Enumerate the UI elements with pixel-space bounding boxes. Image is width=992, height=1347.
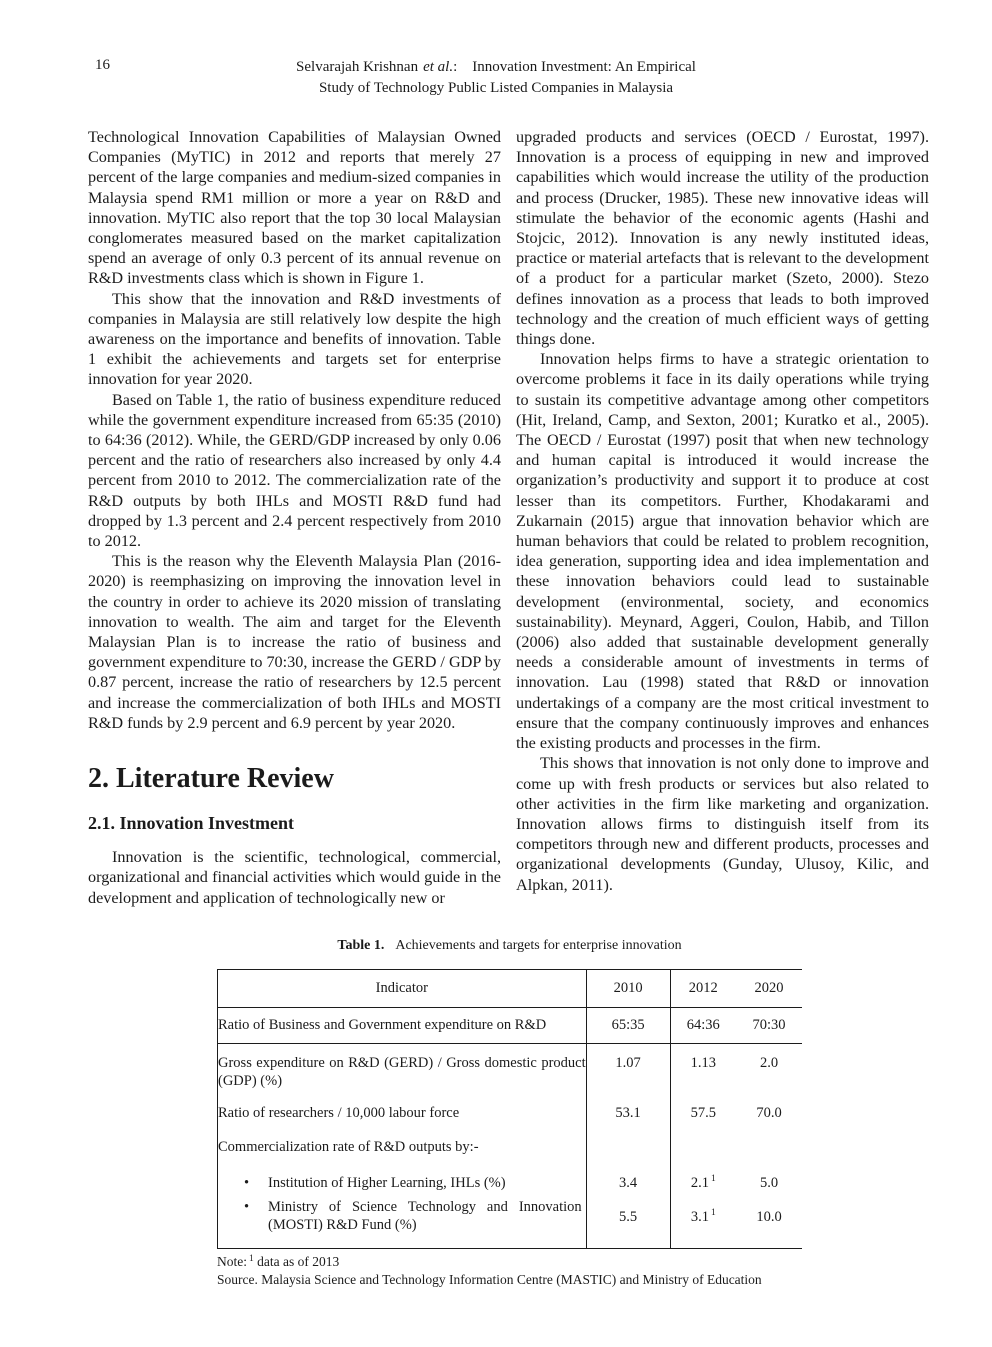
table-value-cell: 65:35	[586, 1008, 670, 1044]
paragraph: Technological Innovation Capabilities of Malaysian Owned Companies (MyTIC) in 2012 and reports that merely 27 percent of the large companies and medium-sized companies in Malaysia spend RM1 million or more a year on R&D and innovation. MyTIC also report that the top 30 local Malaysian conglomerates measured based on the market capitalization spend an average of only 0.3 percent of its annual revenue on R&D investments class which is shown in Figure 1.	[88, 128, 501, 288]
running-head-colon: :	[453, 59, 458, 75]
table-caption	[217, 938, 802, 954]
table-caption-text: Achievements and targets for enterprise innovation	[395, 938, 682, 953]
table-value-cell: 57.5	[690, 1105, 716, 1121]
note-footnote-marker: 1	[249, 1253, 254, 1264]
table-caption-label: Table 1.	[337, 938, 385, 953]
table-value: 3.1	[690, 1209, 709, 1225]
table-value-cell: 3.4	[586, 1172, 670, 1196]
section-heading-literature-review: 2. Literature Review	[88, 763, 334, 795]
table-section	[217, 938, 802, 1288]
table-value-cell: 70:30	[736, 1008, 802, 1044]
table-row	[218, 1196, 803, 1249]
table-row	[218, 1172, 803, 1196]
bullet-icon: •	[244, 1199, 250, 1215]
running-head-line2: Study of Technology Public Listed Companies in Malaysia	[318, 79, 674, 96]
table-value-cell: 10.0	[756, 1209, 782, 1225]
table-value-cell	[670, 1172, 736, 1196]
table-value-cell	[736, 1132, 802, 1172]
page-number: 16	[95, 57, 110, 73]
paragraph: Innovation helps firms to have a strategic orientation to overcome problems it face in its daily operations while trying to sustain its competitive advantage among other competitors (Hit, Ireland, Camp, and Sexton, 2001; Kuratko et al., 2005). The OECD / Eurostat (1997) posit that when new technology and human capital is introduced it would increase the organization’s productivity and support it to produce at cost lesser than its competitors. Further, Khodakarami and Zukarnain (2015) argue that innovation behavior which are human behaviors that could be related to problem recognition, idea generation, supporting idea and idea implementation and these innovation behaviors could lead to sustainable development (environmental, society, and economics sustainability). Meynard, Aggeri, Coulon, Habib, and Tillon (2006) also added that sustainable development generally needs a considerable amount of investments in terms of innovation. Lau (1998) stated that R&D or innovation undertakings of a company are the most critical investment to ensure that the company continuously improves and enhances the existing products and processes in the firm.	[516, 350, 929, 753]
left-column	[88, 127, 501, 908]
table-row	[218, 1132, 803, 1172]
table-value-cell	[670, 1132, 736, 1172]
table-header-row	[218, 970, 803, 1008]
subsection-heading-innovation-investment: 2.1. Innovation Investment	[88, 813, 295, 834]
right-column	[516, 127, 929, 895]
table-value-cell: 1.07	[586, 1044, 670, 1097]
table-source: Source. Malaysia Science and Technology Information Centre (MASTIC) and Ministry of Education	[217, 1271, 762, 1287]
table-value-cell	[586, 1132, 670, 1172]
paragraph: Based on Table 1, the ratio of business expenditure reduced while the government expenditure increased from 65:35 (2010) to 64:36 (2012). While, the GERD/GDP increased by only 0.06 percent and the ratio of researchers also increased by only 4.4 percent from 2010 to 2012. The commercialization rate of the R&D outputs by both IHLs and MOSTI R&D fund had dropped by 1.3 percent and 2.4 percent respectively from 2010 to 2012.	[88, 390, 501, 551]
table-value-cell: 53.1	[586, 1096, 670, 1132]
note-label: Note:	[217, 1254, 247, 1269]
table-value-cell: 64:36	[670, 1008, 736, 1044]
achievements-table	[217, 969, 802, 1249]
running-head-author: Selvarajah Krishnan	[296, 59, 419, 75]
running-head-line1	[0, 57, 992, 78]
paragraph: This show that the innovation and R&D investments of companies in Malaysia are still relatively low despite the high awareness on the importance and benefits of innovation. Table 1 exhibit the achievements and targets set for enterprise innovation for year 2020.	[88, 289, 501, 389]
table-value-cell: 2.0	[759, 1055, 779, 1071]
table-value-cell: 1.13	[690, 1055, 716, 1071]
table-footer	[217, 1253, 802, 1288]
table-indicator-cell: Ratio of Business and Government expenditure on R&D	[218, 1008, 587, 1044]
running-head-etal: et al.	[423, 59, 454, 75]
table-row	[218, 1096, 803, 1132]
running-head	[0, 57, 992, 98]
table-indicator-cell: Commercialization rate of R&D outputs by:-	[218, 1132, 587, 1172]
table-indicator-cell	[218, 1172, 587, 1196]
bullet-icon: •	[244, 1175, 250, 1191]
paragraph: This is the reason why the Eleventh Malaysia Plan (2016-2020) is reemphasizing on improving the innovation level in the country in order to achieve its 2020 mission of translating innovation to wealth. The aim and target for the Eleventh Malaysian Plan is to increase the ratio of business and government expenditure to 70:30, increase the GERD / GDP by 0.87 percent, increase the ratio of researchers by 12.5 percent and increase the commercialization of both IHLs and MOSTI R&D funds by 2.9 percent and 6.9 percent by year 2020.	[88, 552, 501, 732]
running-head-title: Innovation Investment: An Empirical	[472, 59, 696, 75]
table-indicator-cell: Ratio of researchers / 10,000 labour force	[218, 1096, 587, 1132]
column-header-2012: 2012	[670, 970, 736, 1008]
column-header-indicator: Indicator	[218, 970, 587, 1008]
table-value-cell: 70.0	[756, 1105, 782, 1121]
note-text: data as of 2013	[257, 1254, 340, 1269]
column-header-2010: 2010	[586, 970, 670, 1008]
table-value-cell: 5.0	[759, 1175, 779, 1191]
paragraph: Innovation is the scientific, technological, commercial, organizational and financial activities which would guide in the development and application of technologically new or	[88, 848, 501, 907]
footnote-marker: 1	[710, 1174, 716, 1185]
table-value-cell: 5.5	[586, 1196, 670, 1249]
paragraph: upgraded products and services (OECD / Eurostat, 1997). Innovation is a process of equipping in new and improved capabilities which would increase the utility of the production and process (Drucker, 1985). These new innovative ideas will stimulate the behavior of the economic agents (Hashi and Stojcic, 2012). Innovation is any newly instituted ideas, practice or material artefacts that is relevant to the development of a product for a particular market (Szeto, 2000). Stezo defines innovation as a process that leads to both improved technology and the creation of much efficient ways of getting things done.	[516, 128, 929, 349]
table-indicator-text: Institution of Higher Learning, IHLs (%)	[268, 1175, 506, 1191]
table-value: 2.1	[690, 1175, 709, 1191]
column-header-2020: 2020	[736, 970, 802, 1008]
table-indicator-cell	[218, 1196, 587, 1249]
bullet-item	[218, 1198, 586, 1234]
table-row	[218, 1044, 803, 1097]
table-note	[217, 1253, 802, 1271]
table-indicator-text: Ministry of Science Technology and Innovation (MOSTI) R&D Fund (%)	[268, 1199, 582, 1233]
paragraph: This shows that innovation is not only done to improve and come up with fresh products or services but also related to other activities in the firm like marketing and organization. Innovation allows firms to distinguish itself from its competitors through new and different products, processes and organizational developments (Gunday, Ulusoy, Kilic, and Alpkan, 2011).	[516, 754, 929, 894]
bullet-item	[218, 1174, 586, 1192]
table-row	[218, 1008, 803, 1044]
table-value-cell	[670, 1196, 736, 1249]
footnote-marker: 1	[710, 1208, 716, 1219]
table-indicator-cell: Gross expenditure on R&D (GERD) / Gross domestic product (GDP) (%)	[218, 1044, 587, 1097]
